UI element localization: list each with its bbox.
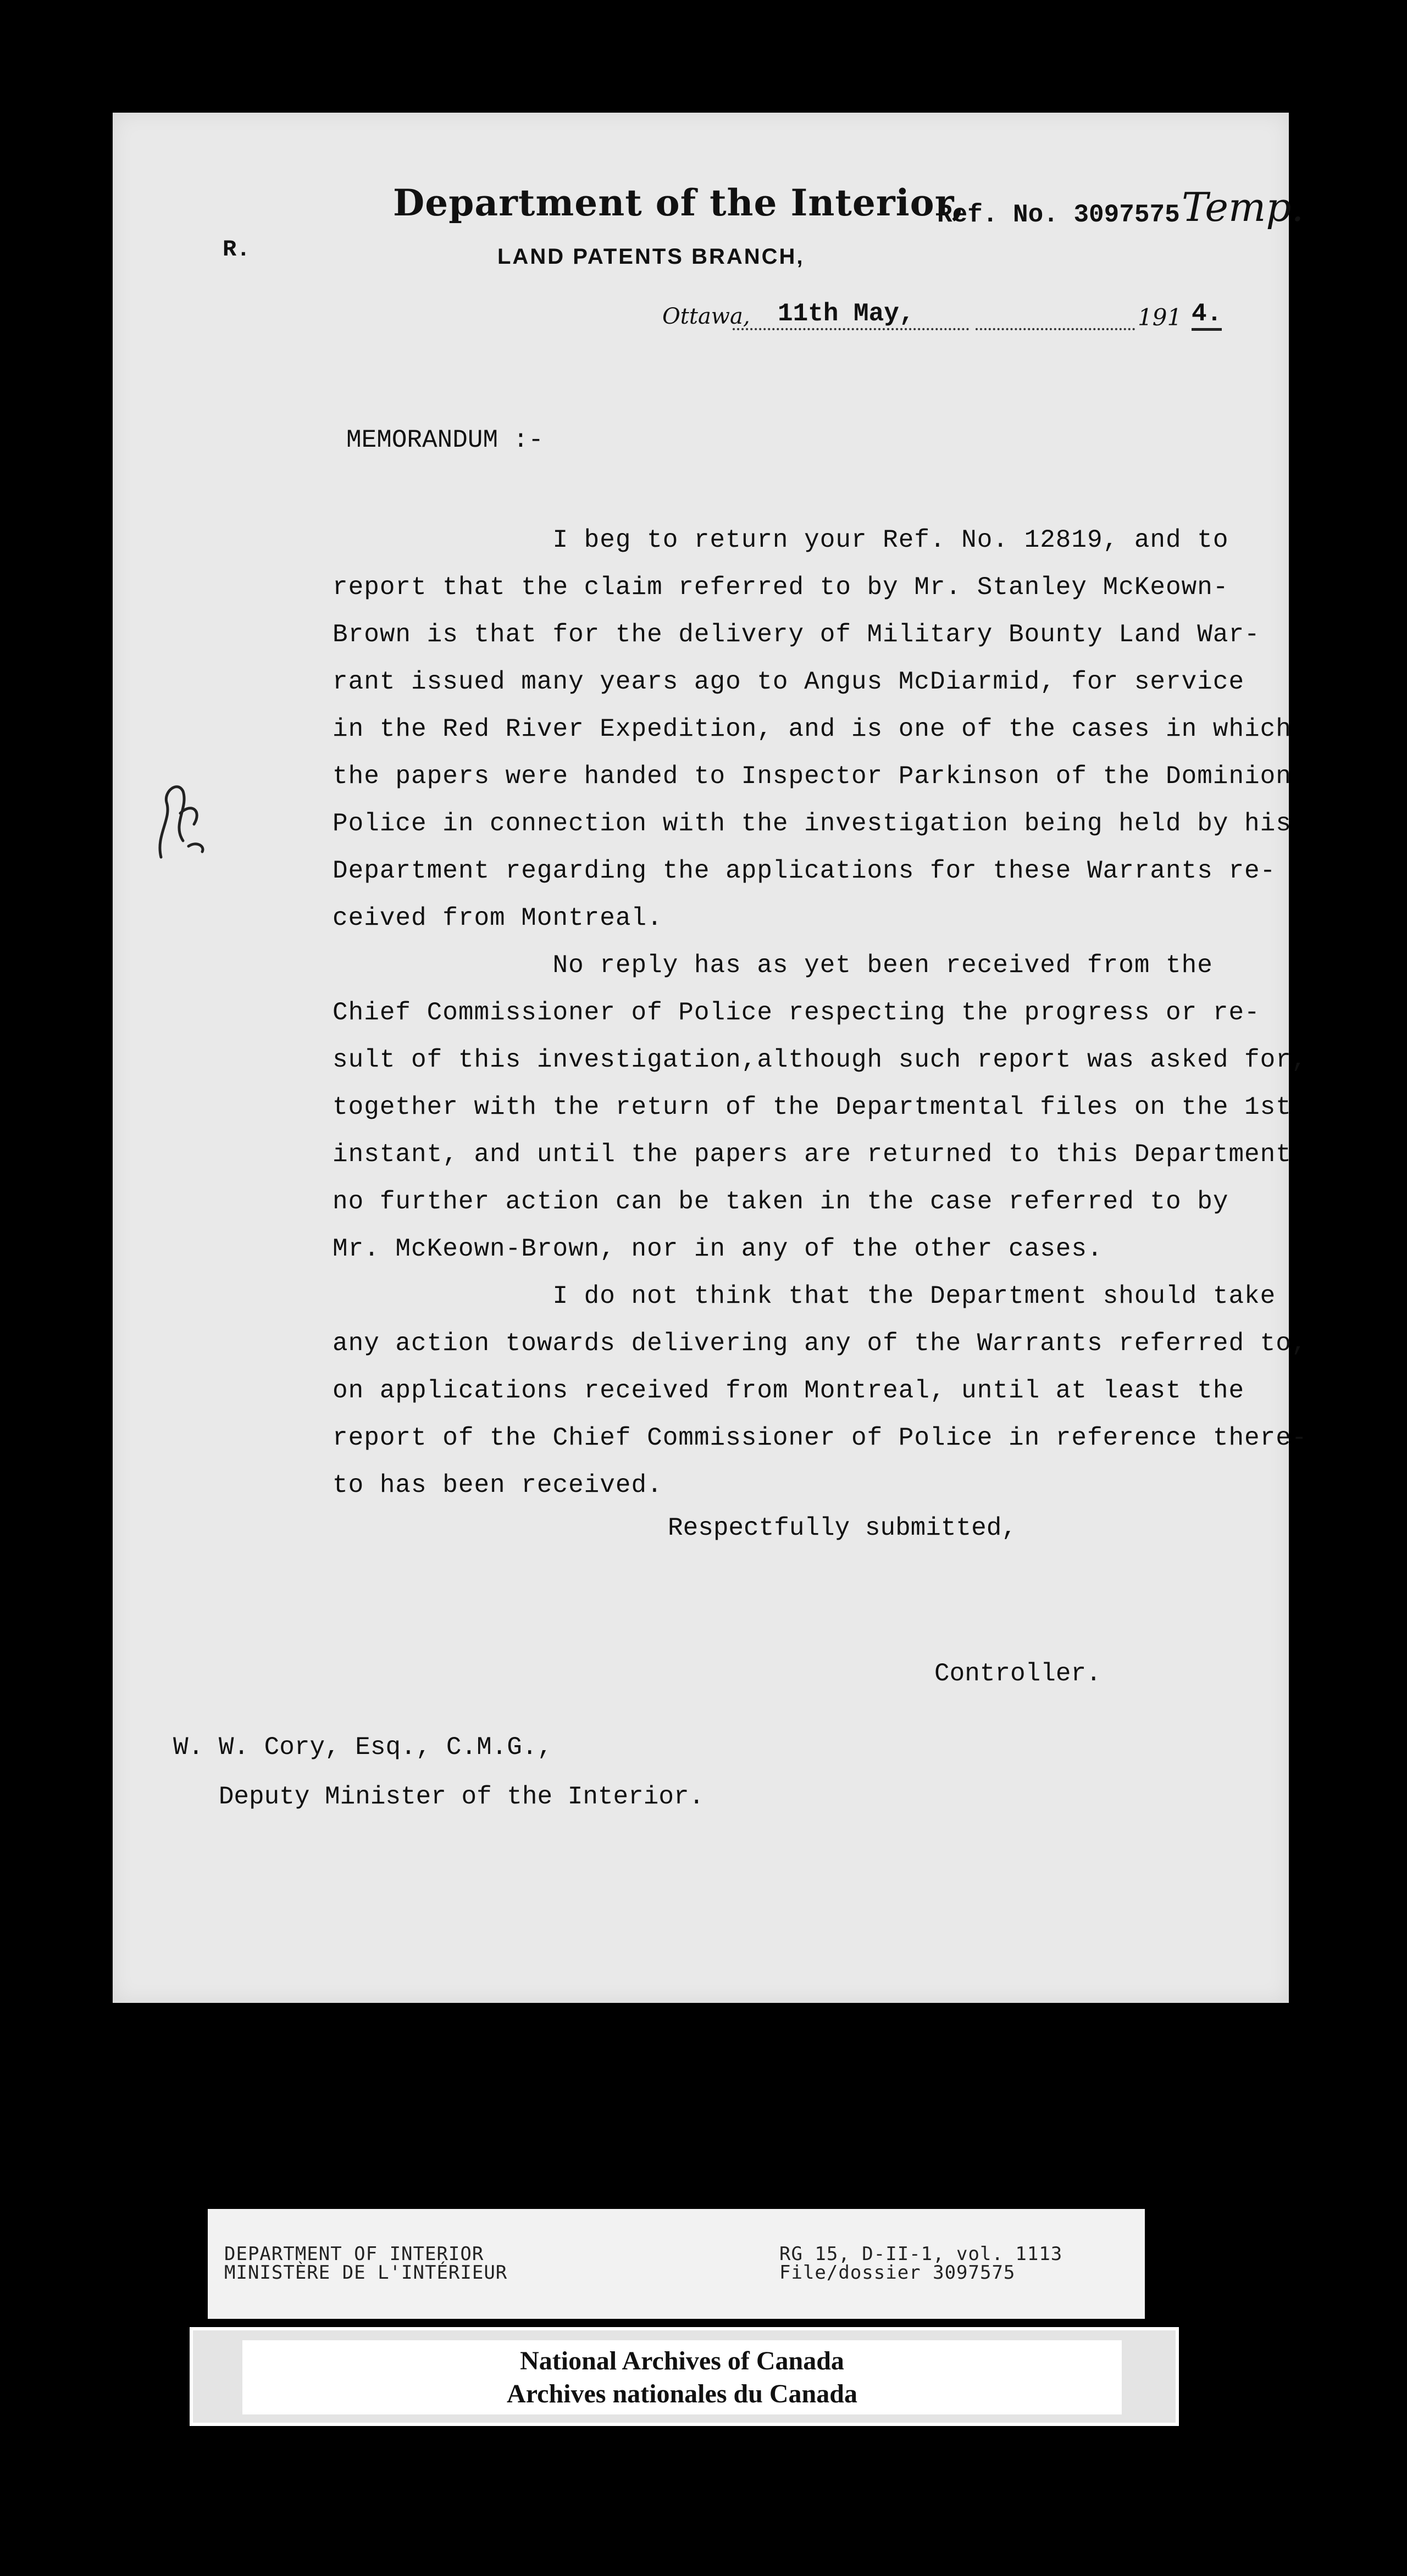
body-line: instant, and until the papers are returned to this Department <box>333 1140 1292 1169</box>
archive-stamp <box>190 2327 1179 2426</box>
body-line: to has been received. <box>333 1471 663 1500</box>
body-line: the papers were handed to Inspector Parkinson of the Dominion <box>333 762 1292 791</box>
body-line: rant issued many years ago to Angus McDiarmid, for service <box>333 668 1245 696</box>
dateline <box>662 299 1222 338</box>
body-line: No reply has as yet been received from the <box>333 951 1213 980</box>
addressee-title: Deputy Minister of the Interior. <box>173 1783 705 1811</box>
addressee <box>173 1723 704 1822</box>
archive-department-fr: MINISTÈRE DE L'INTÉRIEUR <box>224 2262 508 2284</box>
dateline-date: 11th May, <box>778 299 915 328</box>
dateline-rule <box>733 328 969 330</box>
dateline-year-prefix: 191 <box>1138 304 1182 331</box>
archive-reference-label <box>208 2209 1145 2319</box>
body-line: together with the return of the Departmental files on the 1st <box>333 1093 1292 1122</box>
body-line: I do not think that the Department should take <box>333 1282 1276 1311</box>
reference-number: Ref. No. 3097575 <box>937 201 1180 229</box>
reference-annotation: Temp. <box>1182 184 1304 230</box>
body-line: Department regarding the applications for these Warrants re- <box>333 857 1276 885</box>
archive-name-en: National Archives of Canada <box>520 2346 844 2375</box>
memo-body <box>333 517 1308 1509</box>
margin-mark: R. <box>223 236 251 263</box>
handwritten-margin-note <box>150 769 211 868</box>
signature-title: Controller. <box>934 1659 1101 1688</box>
archive-volume: RG 15, D-II-1, vol. 1113 <box>779 2243 1063 2265</box>
memo-heading: MEMORANDUM :- <box>346 426 544 454</box>
body-line: report of the Chief Commissioner of Police in reference there- <box>333 1424 1308 1452</box>
body-line: Brown is that for the delivery of Military Bounty Land War- <box>333 620 1260 649</box>
department-title: Department of the Interior, <box>393 181 965 224</box>
body-line: on applications received from Montreal, until at least the <box>333 1376 1245 1405</box>
body-line: Mr. McKeown-Brown, nor in any of the other cases. <box>333 1235 1103 1263</box>
archive-file: File/dossier 3097575 <box>779 2262 1016 2284</box>
dateline-year-suffix: 4. <box>1192 299 1222 331</box>
body-line: Police in connection with the investigation being held by his <box>333 809 1292 838</box>
body-line: ceived from Montreal. <box>333 904 663 932</box>
body-line: in the Red River Expedition, and is one of the cases in which <box>333 715 1292 743</box>
body-line: sult of this investigation,although such report was asked for, <box>333 1046 1308 1074</box>
archive-file-reference <box>779 2245 1062 2282</box>
closing: Respectfully submitted, <box>668 1514 1017 1542</box>
archive-name-fr: Archives nationales du Canada <box>507 2379 857 2408</box>
addressee-name: W. W. Cory, Esq., C.M.G., <box>173 1733 553 1762</box>
body-line: any action towards delivering any of the Warrants referred to, <box>333 1329 1308 1358</box>
body-line: report that the claim referred to by Mr. Stanley McKeown- <box>333 573 1229 602</box>
dateline-rule <box>976 328 1135 330</box>
body-line: Chief Commissioner of Police respecting the progress or re- <box>333 998 1260 1027</box>
body-line: I beg to return your Ref. No. 12819, and to <box>333 526 1229 554</box>
body-line: no further action can be taken in the case referred to by <box>333 1187 1229 1216</box>
document-page <box>113 113 1308 2003</box>
dateline-place: Ottawa, <box>662 304 750 329</box>
branch-name: LAND PATENTS BRANCH, <box>497 245 805 269</box>
archive-stamp-text <box>242 2340 1122 2414</box>
archive-department-en: DEPARTMENT OF INTERIOR <box>224 2243 484 2265</box>
archive-department <box>224 2245 507 2282</box>
